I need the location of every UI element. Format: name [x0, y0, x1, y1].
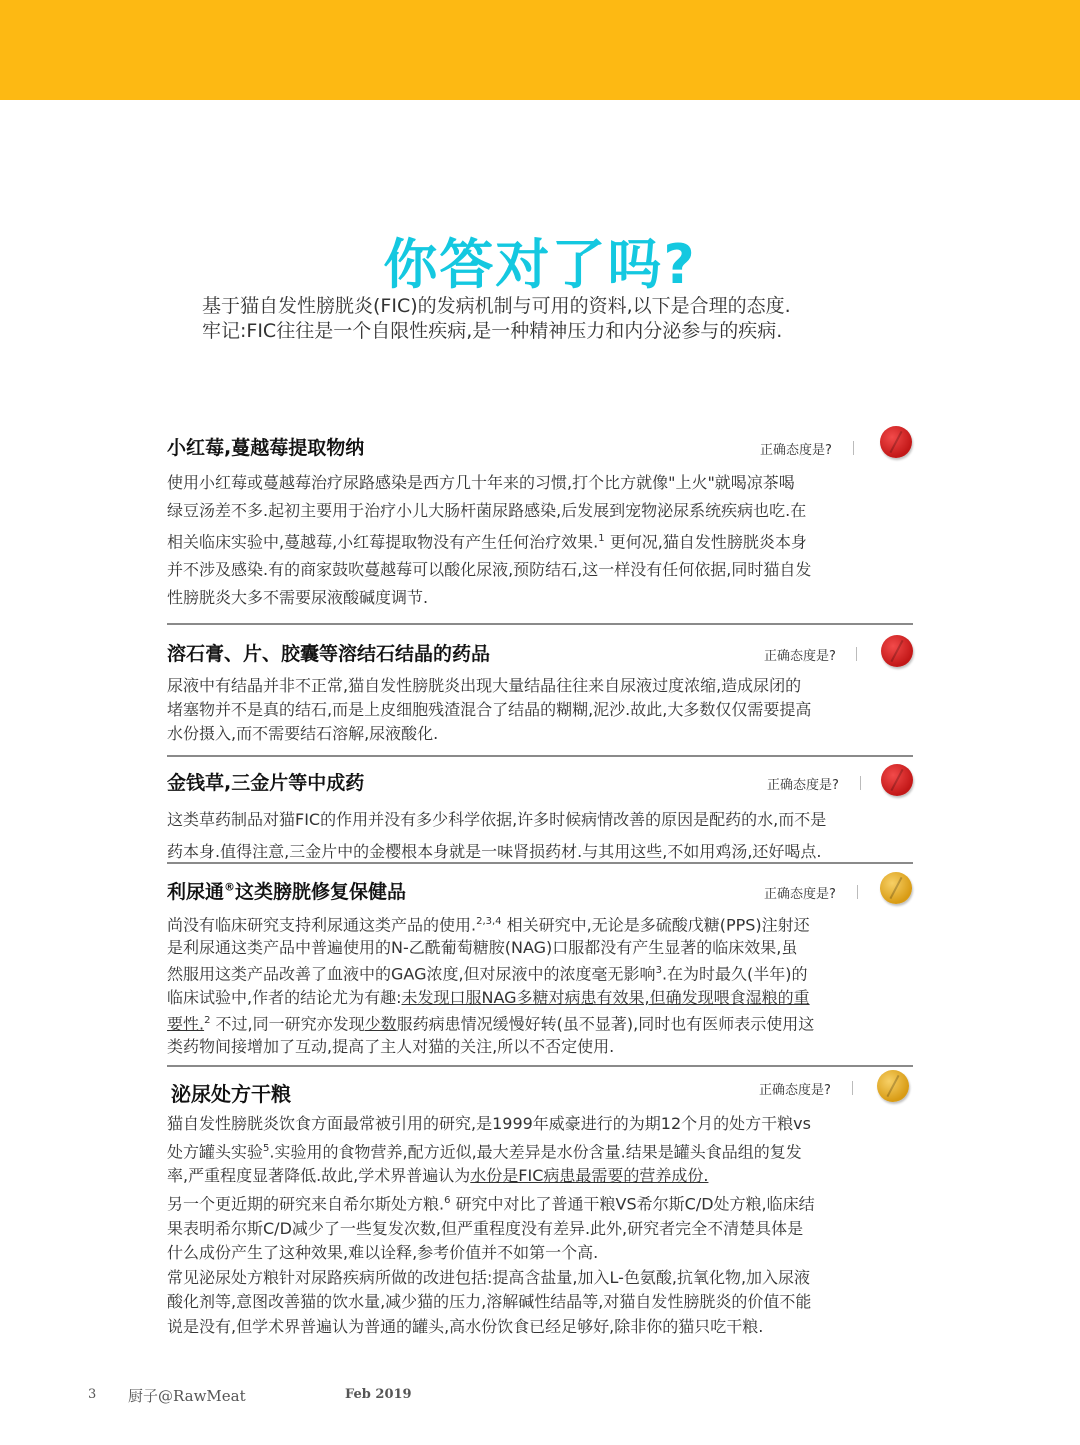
- section-title: 泌尿处方干粮: [171, 1082, 291, 1106]
- footnote-ref: 6: [444, 1194, 451, 1206]
- body-line: 果表明希尔斯C/D减少了一些复发次数,但严重程度没有差异.此外,研究者完全不清楚具体是: [167, 1218, 804, 1238]
- section-title: 小红莓,蔓越莓提取物纳: [167, 437, 365, 459]
- footnote-ref: 1: [598, 533, 605, 544]
- question-label: 正确态度是?: [767, 778, 839, 793]
- body-line: 药本身.值得注意,三金片中的金樱根本身就是一味肾损药材.与其用这些,不如用鸡汤,还好喝点.: [167, 842, 822, 861]
- intro-line-1: 基于猫自发性膀胱炎(FIC)的发病机制与可用的资料,以下是合理的态度.: [202, 295, 791, 317]
- section-body: [167, 804, 826, 868]
- body-line: 然服用这类产品改善了血液中的GAG浓度,但对尿液中的浓度毫无影响$^3$.在为时最久(半年)的: [167, 964, 808, 984]
- body-line: 要性.$^2$ 不过,同一研究亦发现少数服药病患情况缓慢好转(虽不显著),同时也有医师表示使用这: [167, 1013, 815, 1033]
- question-label: 正确态度是?: [764, 887, 836, 902]
- question-separator: [852, 1081, 853, 1095]
- section-body: [167, 910, 814, 1058]
- question-separator: [856, 647, 857, 661]
- yellow-pill-icon: [877, 1070, 909, 1102]
- body-line: 堵塞物并不是真的结石,而是上皮细胞残渣混合了结晶的糊糊,泥沙.故此,大多数仅仅需要提高: [167, 700, 812, 719]
- body-line: 这类草药制品对猫FIC的作用并没有多少科学依据,许多时候病情改善的原因是配药的水,而不是: [167, 810, 827, 829]
- underlined-text: 少数: [364, 1013, 397, 1033]
- body-line: 绿豆汤差不多.起初主要用于治疗小儿大肠杆菌尿路感染,后发展到宠物泌尿系统疾病也吃.在: [167, 501, 807, 520]
- intro-line-2: 牢记:FIC往往是一个自限性疾病,是一种精神压力和内分泌参与的疾病.: [202, 320, 783, 342]
- underlined-text: 要性.: [167, 1013, 205, 1033]
- question-separator: [860, 776, 861, 790]
- page-headline: 你答对了吗?: [383, 233, 697, 296]
- body-line: 临床试验中,作者的结论尤为有趣:未发现口服NAG多糖对病患有效果,但确发现喂食湿粮的重: [167, 987, 810, 1007]
- question-label: 正确态度是?: [759, 1083, 831, 1098]
- body-line: 率,严重程度显著降低.故此,学术界普遍认为水份是FIC病患最需要的营养成份.: [167, 1166, 709, 1186]
- section-title: 利尿通®这类膀胱修复保健品: [167, 880, 407, 903]
- underlined-text: 未发现口服NAG多糖对病患有效果,但确发现喂食湿粮的重: [401, 987, 810, 1007]
- section-title: 金钱草,三金片等中成药: [167, 772, 365, 794]
- section-divider: [167, 755, 913, 757]
- body-line: 什么成份产生了这种效果,难以诠释,参考价值并不如第一个高.: [167, 1243, 599, 1263]
- footnote-ref: 2: [204, 1014, 211, 1026]
- red-pill-icon: [881, 764, 913, 796]
- body-line: 水份摄入,而不需要结石溶解,尿液酸化.: [167, 724, 439, 743]
- question-separator: [853, 441, 854, 455]
- underlined-text: 水份是FIC病患最需要的营养成份.: [470, 1166, 709, 1186]
- body-line: 猫自发性膀胱炎饮食方面最常被引用的研究,是1999年威豪进行的为期12个月的处方干粮vs: [167, 1114, 811, 1133]
- body-line: 是利尿通这类产品中普遍使用的N-乙酰葡萄糖胺(NAG)口服都没有产生显著的临床效果,虽: [167, 938, 798, 958]
- page-number: 3: [88, 1387, 97, 1402]
- body-line: 常见泌尿处方粮针对尿路疾病所做的改进包括:提高含盐量,加入L-色氨酸,抗氧化物,加入尿液: [167, 1267, 811, 1287]
- body-line: 使用小红莓或蔓越莓治疗尿路感染是西方几十年来的习惯,打个比方就像"上火"就喝凉茶喝: [167, 473, 795, 492]
- section-divider: [167, 862, 913, 864]
- red-pill-icon: [881, 635, 913, 667]
- body-line: 并不涉及感染.有的商家鼓吹蔓越莓可以酸化尿液,预防结石,这一样没有任何依据,同时猫自发: [167, 560, 812, 580]
- section-divider: [167, 1065, 913, 1067]
- footnote-ref: 3: [655, 965, 662, 977]
- footnote-ref: 5: [263, 1142, 270, 1154]
- body-line: 说是没有,但学术界普遍认为普通的罐头,高水份饮食已经足够好,除非你的猫只吃干粮.: [167, 1316, 764, 1336]
- footer-author: 厨子@RawMeat: [128, 1387, 246, 1405]
- body-line: 酸化剂等,意图改善猫的饮水量,减少猫的压力,溶解碱性结晶等,对猫自发性膀胱炎的价值不能: [167, 1292, 812, 1312]
- footnote-ref: 2,3,4: [476, 916, 502, 927]
- body-line: 另一个更近期的研究来自希尔斯处方粮.$^6$ 研究中对比了普通干粮VS希尔斯C/D处方粮,临床结: [167, 1194, 815, 1214]
- body-line: 相关临床实验中,蔓越莓,小红莓提取物没有产生任何治疗效果.$^1$ 更何况,猫自发性膀胱炎本身: [167, 532, 807, 552]
- question-label: 正确态度是?: [764, 649, 836, 664]
- body-line: 类药物间接增加了互动,提高了主人对猫的关注,所以不否定使用.: [167, 1036, 615, 1056]
- section-divider: [167, 623, 913, 625]
- question-separator: [857, 885, 858, 899]
- body-line: 处方罐头实验$^5$.实验用的食物营养,配方近似,最大差异是水份含量.结果是罐头食品组的复发: [167, 1141, 802, 1161]
- body-line: 尿液中有结晶并非不正常,猫自发性膀胱炎出现大量结晶往往来自尿液过度浓缩,造成尿闭的: [167, 676, 802, 695]
- section-title: 溶石膏、片、胶囊等溶结石结晶的药品: [167, 643, 491, 665]
- registered-mark: ®: [224, 880, 236, 894]
- section-body: [167, 674, 811, 746]
- section-body: [167, 1112, 815, 1339]
- body-line: 尚没有临床研究支持利尿通这类产品的使用.$^{2,3,4}$ 相关研究中,无论是多硫酸戊糖(PPS)注射还: [167, 915, 810, 935]
- question-label: 正确态度是?: [760, 443, 832, 458]
- body-line: 性膀胱炎大多不需要尿液酸碱度调节.: [167, 588, 429, 608]
- red-pill-icon: [880, 426, 912, 458]
- section-body: [167, 469, 811, 612]
- footer-date: Feb 2019: [345, 1387, 412, 1402]
- intro-paragraph: [202, 294, 791, 344]
- yellow-pill-icon: [880, 872, 912, 904]
- top-color-bar: [0, 0, 1080, 100]
